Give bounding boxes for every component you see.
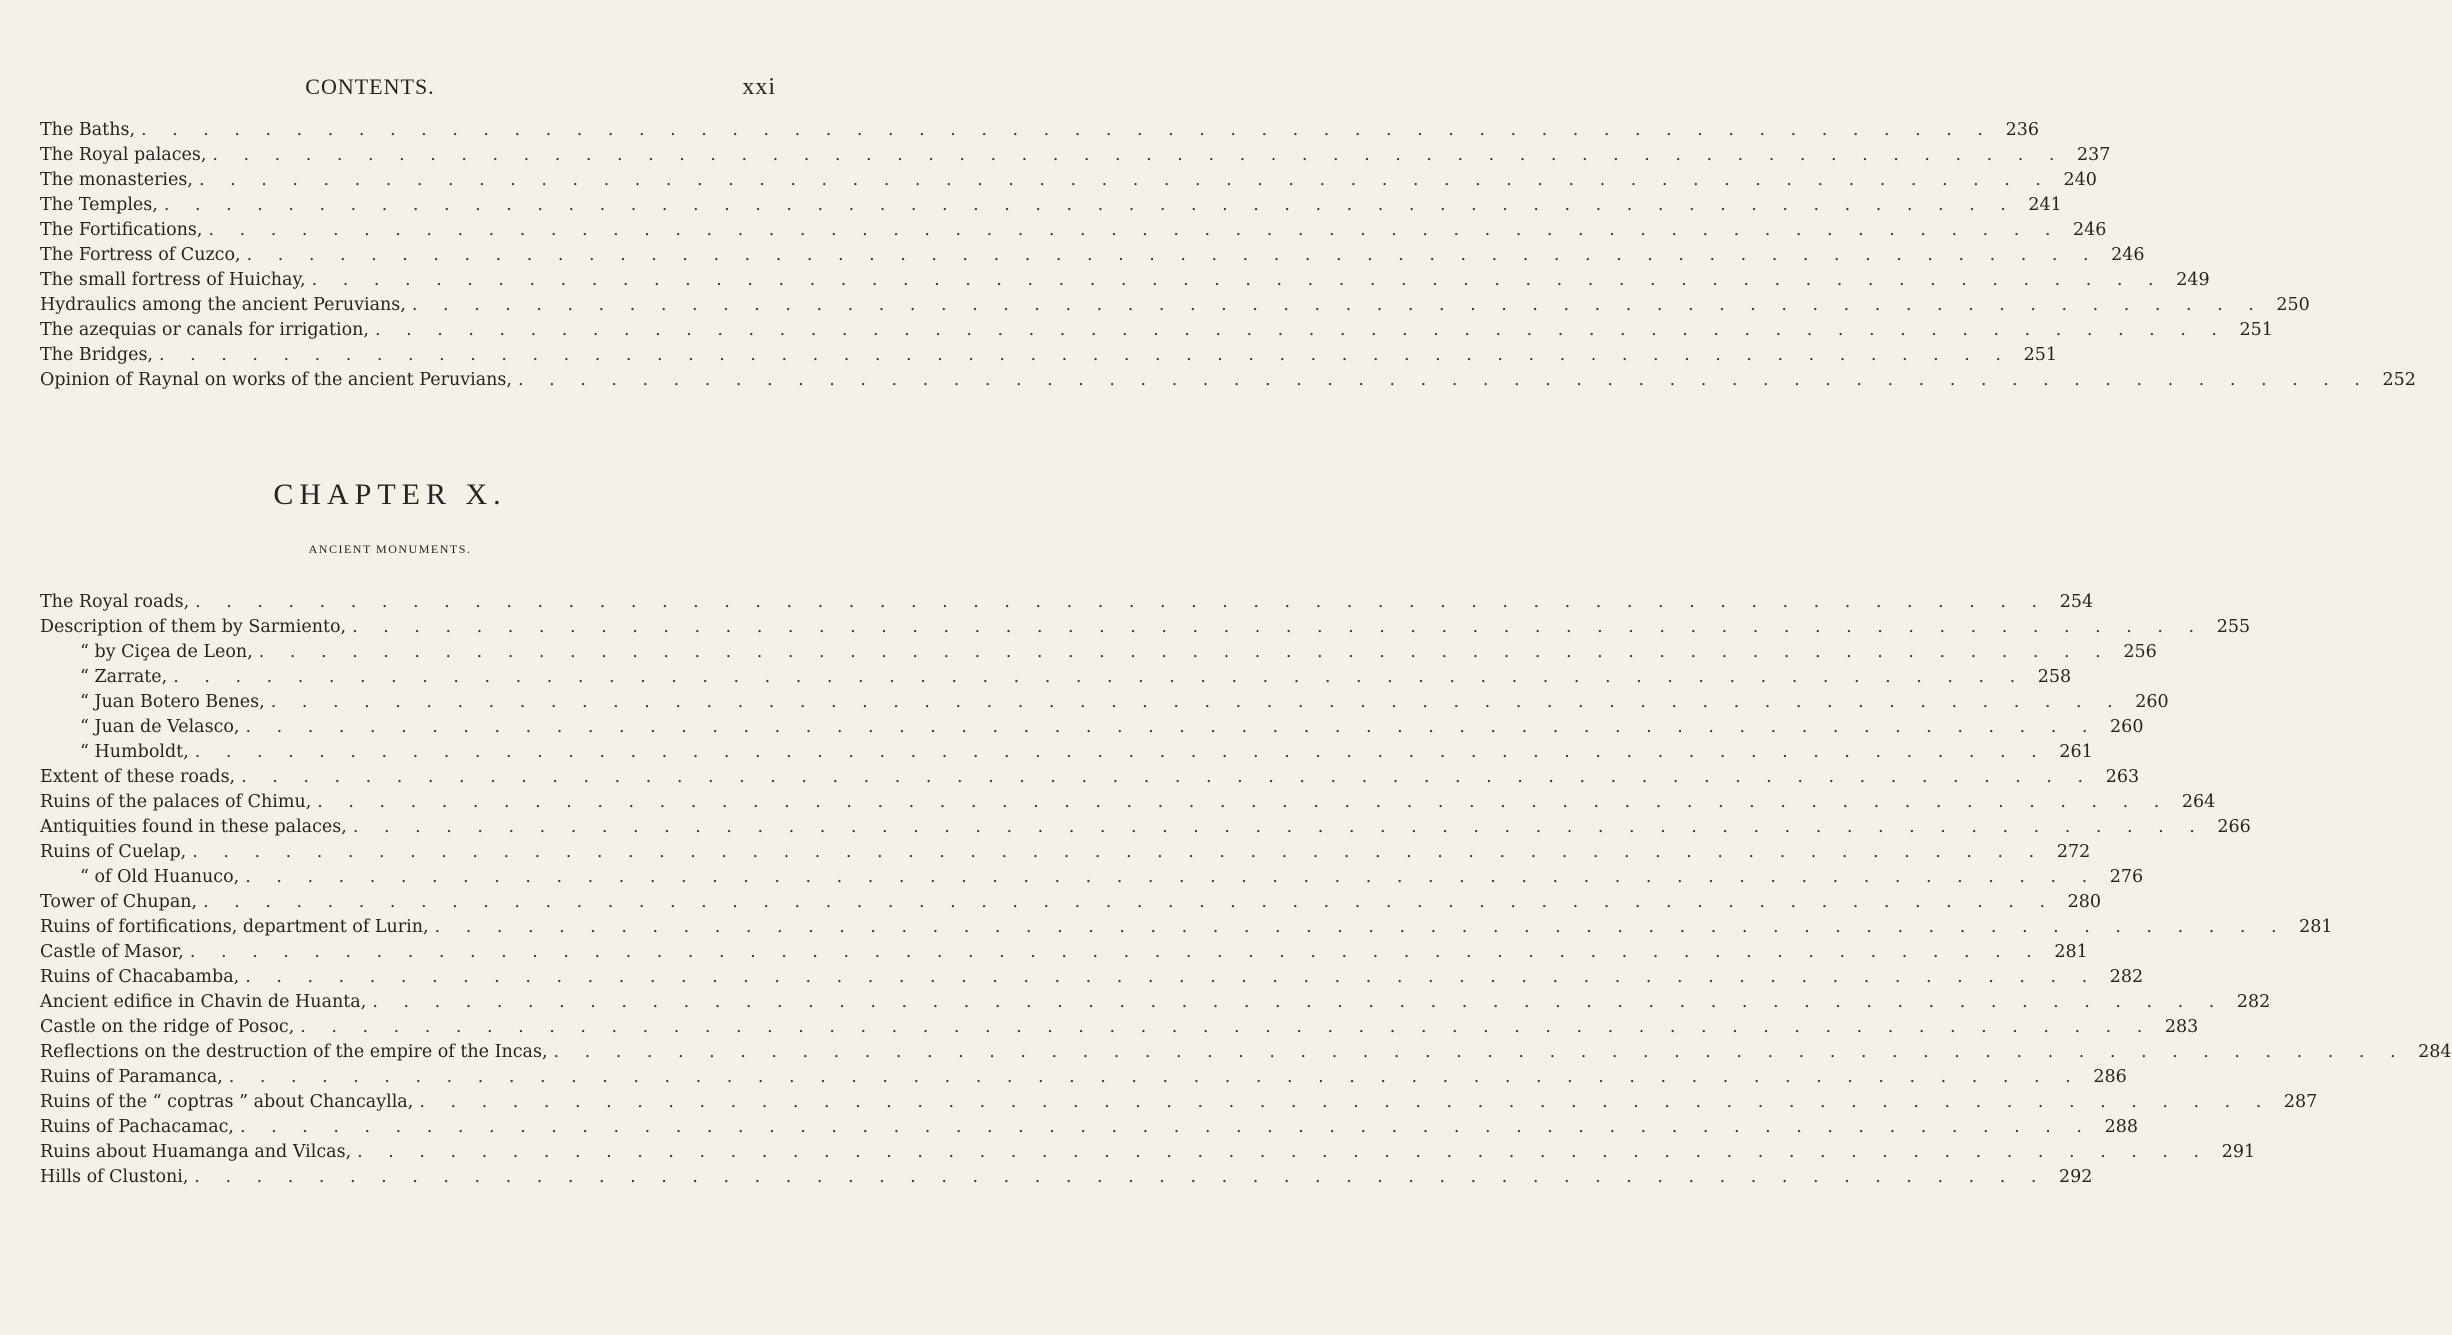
toc-entry-page: 260 <box>2135 692 2169 712</box>
dot-leader: . . . . . . . . . . . . . . . . . . . . . . . . . . . . . . . . . . . . . . . . . . . . . . . . . . . . . . . . . . . . <box>245 967 2098 987</box>
toc-entry <box>40 343 2057 368</box>
toc-entry-page: 282 <box>2236 992 2271 1012</box>
toc-entry <box>40 765 2140 790</box>
dot-leader: . . . . . . . . . . . . . . . . . . . . . . . . . . . . . . . . . . . . . . . . . . . . . . . . . . . . . . . . . . . . <box>189 942 2042 962</box>
toc-entry <box>40 690 2169 715</box>
toc-entry-title: Opinion of Raynal on works of the ancient Peruvians, <box>40 370 512 390</box>
dot-leader: . . . . . . . . . . . . . . . . . . . . . . . . . . . . . . . . . . . . . . . . . . . . . . . . . . . . . . . . . . . . <box>352 617 2205 637</box>
toc-entry-title: The monasteries, <box>40 170 193 190</box>
toc-entry-title: The Fortifications, <box>40 220 203 240</box>
dot-leader: . . . . . . . . . . . . . . . . . . . . . . . . . . . . . . . . . . . . . . . . . . . . . . . . . . . . . . . . . . . . <box>203 892 2056 912</box>
toc-entry-page: 264 <box>2181 792 2216 812</box>
toc-entry-title: Hydraulics among the ancient Peruvians, <box>40 295 406 315</box>
dot-leader: . . . . . . . . . . . . . . . . . . . . . . . . . . . . . . . . . . . . . . . . . . . . . . . . . . . . . . . . . . . . <box>372 992 2225 1012</box>
dot-leader: . . . . . . . . . . . . . . . . . . . . . . . . . . . . . . . . . . . . . . . . . . . . . . . . . . . . . . . . . . . . <box>419 1092 2272 1112</box>
toc-entry-page: 246 <box>2111 245 2145 265</box>
toc-entry <box>40 368 2416 393</box>
toc-entry-page: 254 <box>2059 592 2094 612</box>
toc-entry-title: Hills of Clustoni, <box>40 1167 189 1187</box>
toc-entry <box>40 318 2273 343</box>
running-title: CONTENTS. <box>305 74 435 99</box>
toc-entry-page: 258 <box>2037 667 2072 687</box>
dot-leader: . . . . . . . . . . . . . . . . . . . . . . . . . . . . . . . . . . . . . . . . . . . . . . . . . . . . . . . . . . . . <box>208 220 2061 240</box>
dot-leader: . . . . . . . . . . . . . . . . . . . . . . . . . . . . . . . . . . . . . . . . . . . . . . . . . . . . . . . . . . . . <box>198 170 2051 190</box>
toc-entry-title: Tower of Chupan, <box>40 892 198 912</box>
chapter-subheading: ANCIENT MONUMENTS. <box>308 542 472 556</box>
toc-entry-title: Ruins of Paramanca, <box>40 1067 223 1087</box>
toc-entry-title: “ Juan Botero Benes, <box>80 692 265 712</box>
dot-leader: . . . . . . . . . . . . . . . . . . . . . . . . . . . . . . . . . . . . . . . . . . . . . . . . . . . . . . . . . . . . <box>228 1067 2081 1087</box>
toc-entry <box>40 193 2062 218</box>
toc-entry-page: 283 <box>2164 1017 2199 1037</box>
toc-entry-title: Ruins of Pachacamac, <box>40 1117 234 1137</box>
toc-entry-title: Ancient edifice in Chavin de Huanta, <box>40 992 367 1012</box>
toc-entry-title: “ of Old Huanuco, <box>80 867 240 887</box>
toc-entry <box>40 168 2097 193</box>
toc-entry <box>40 143 2111 168</box>
dot-leader: . . . . . . . . . . . . . . . . . . . . . . . . . . . . . . . . . . . . . . . . . . . . . . . . . . . . . . . . . . . . <box>411 295 2264 315</box>
toc-entry <box>40 740 2093 765</box>
toc-entry-title: “ Zarrate, <box>80 667 168 687</box>
dot-leader: . . . . . . . . . . . . . . . . . . . . . . . . . . . . . . . . . . . . . . . . . . . . . . . . . . . . . . . . . . . . <box>245 867 2098 887</box>
dot-leader: . . . . . . . . . . . . . . . . . . . . . . . . . . . . . . . . . . . . . . . . . . . . . . . . . . . . . . . . . . . . <box>553 1042 2406 1062</box>
toc-entry-page: 287 <box>2283 1092 2318 1112</box>
toc-entry-title: Ruins of Chacabamba, <box>40 967 240 987</box>
dot-leader: . . . . . . . . . . . . . . . . . . . . . . . . . . . . . . . . . . . . . . . . . . . . . . . . . . . . . . . . . . . . <box>357 1142 2210 1162</box>
toc-entry-page: 281 <box>2054 942 2088 962</box>
toc-entry <box>40 665 2072 690</box>
dot-leader: . . . . . . . . . . . . . . . . . . . . . . . . . . . . . . . . . . . . . . . . . . . . . . . . . . . . . . . . . . . . <box>159 345 2011 365</box>
toc-entry-title: The Royal roads, <box>40 592 190 612</box>
toc-entry <box>40 615 2251 640</box>
running-head <box>0 72 800 108</box>
toc-entry <box>40 1090 2318 1115</box>
toc-entry-title: “ Juan de Velasco, <box>80 717 240 737</box>
toc-entry-page: 272 <box>2056 842 2091 862</box>
dot-leader: . . . . . . . . . . . . . . . . . . . . . . . . . . . . . . . . . . . . . . . . . . . . . . . . . . . . . . . . . . . . <box>163 195 2016 215</box>
dot-leader: . . . . . . . . . . . . . . . . . . . . . . . . . . . . . . . . . . . . . . . . . . . . . . . . . . . . . . . . . . . . <box>311 270 2164 290</box>
dot-leader: . . . . . . . . . . . . . . . . . . . . . . . . . . . . . . . . . . . . . . . . . . . . . . . . . . . . . . . . . . . . <box>246 245 2099 265</box>
toc-entry-title: The Temples, <box>40 195 158 215</box>
toc-entry-page: 281 <box>2299 917 2333 937</box>
toc-entry <box>40 293 2310 318</box>
toc-entry-title: Castle of Masor, <box>40 942 184 962</box>
toc-entry-title: The azequias or canals for irrigation, <box>40 320 369 340</box>
toc-entry-page: 288 <box>2104 1117 2138 1137</box>
toc-entry-page: 284 <box>2418 1042 2452 1062</box>
chapter-heading: CHAPTER X. <box>273 478 507 511</box>
toc-entry-page: 251 <box>2023 345 2057 365</box>
toc-entry-page: 256 <box>2123 642 2157 662</box>
toc-entry-page: 266 <box>2217 817 2251 837</box>
toc-entry-title: The Fortress of Cuzco, <box>40 245 241 265</box>
toc-entry <box>40 865 2144 890</box>
toc-entry-page: 255 <box>2216 617 2251 637</box>
toc-entry-title: Ruins of Cuelap, <box>40 842 187 862</box>
toc-entry-title: The Bridges, <box>40 345 153 365</box>
toc-entry-page: 260 <box>2110 717 2144 737</box>
toc-entry-page: 250 <box>2276 295 2310 315</box>
toc-entry-title: Description of them by Sarmiento, <box>40 617 347 637</box>
toc-entry <box>40 1065 2127 1090</box>
dot-leader: . . . . . . . . . . . . . . . . . . . . . . . . . . . . . . . . . . . . . . . . . . . . . . . . . . . . . . . . . . . . <box>245 717 2098 737</box>
toc-entry-page: 280 <box>2067 892 2102 912</box>
toc-entry <box>40 218 2107 243</box>
toc-entry <box>40 815 2251 840</box>
toc-entry <box>40 840 2091 865</box>
dot-leader: . . . . . . . . . . . . . . . . . . . . . . . . . . . . . . . . . . . . . . . . . . . . . . . . . . . . . . . . . . . . <box>374 320 2227 340</box>
toc-entry-title: Reflections on the destruction of the empire of the Incas, <box>40 1042 548 1062</box>
toc-entry-page: 240 <box>2063 170 2097 190</box>
toc-entry <box>40 1165 2093 1190</box>
toc-entry <box>40 965 2144 990</box>
toc-entry-page: 246 <box>2073 220 2107 240</box>
dot-leader: . . . . . . . . . . . . . . . . . . . . . . . . . . . . . . . . . . . . . . . . . . . . . . . . . . . . . . . . . . . . <box>258 642 2111 662</box>
toc-entry-title: The Baths, <box>40 120 136 140</box>
dot-leader: . . . . . . . . . . . . . . . . . . . . . . . . . . . . . . . . . . . . . . . . . . . . . . . . . . . . . . . . . . . . <box>434 917 2287 937</box>
dot-leader: . . . . . . . . . . . . . . . . . . . . . . . . . . . . . . . . . . . . . . . . . . . . . . . . . . . . . . . . . . . . <box>194 742 2047 762</box>
toc-entry-page: 252 <box>2382 370 2416 390</box>
toc-entry-title: Ruins of fortifications, department of Lurin, <box>40 917 429 937</box>
toc-entry-page: 251 <box>2239 320 2273 340</box>
toc-entry <box>40 1115 2138 1140</box>
toc-entry <box>40 890 2102 915</box>
toc-entry-title: The small fortress of Huichay, <box>40 270 306 290</box>
toc-entry-page: 291 <box>2221 1142 2256 1162</box>
toc-entry-page: 286 <box>2093 1067 2127 1087</box>
toc-entry-title: Ruins about Huamanga and Vilcas, <box>40 1142 352 1162</box>
toc-entry <box>40 243 2145 268</box>
toc-entry <box>40 940 2088 965</box>
toc-entry-page: 237 <box>2076 145 2111 165</box>
toc-section-chapter-x <box>40 590 2452 1190</box>
dot-leader: . . . . . . . . . . . . . . . . . . . . . . . . . . . . . . . . . . . . . . . . . . . . . . . . . . . . . . . . . . . . <box>194 1167 2047 1187</box>
dot-leader: . . . . . . . . . . . . . . . . . . . . . . . . . . . . . . . . . . . . . . . . . . . . . . . . . . . . . . . . . . . . <box>212 145 2065 165</box>
toc-entry <box>40 1040 2452 1065</box>
dot-leader: . . . . . . . . . . . . . . . . . . . . . . . . . . . . . . . . . . . . . . . . . . . . . . . . . . . . . . . . . . . . <box>173 667 2026 687</box>
toc-entry <box>40 790 2216 815</box>
toc-entry <box>40 915 2333 940</box>
toc-entry <box>40 590 2094 615</box>
toc-entry <box>40 268 2210 293</box>
toc-entry-page: 241 <box>2028 195 2062 215</box>
dot-leader: . . . . . . . . . . . . . . . . . . . . . . . . . . . . . . . . . . . . . . . . . . . . . . . . . . . . . . . . . . . . <box>141 120 1993 140</box>
toc-entry-title: “ Humboldt, <box>80 742 189 762</box>
dot-leader: . . . . . . . . . . . . . . . . . . . . . . . . . . . . . . . . . . . . . . . . . . . . . . . . . . . . . . . . . . . . <box>352 817 2205 837</box>
dot-leader: . . . . . . . . . . . . . . . . . . . . . . . . . . . . . . . . . . . . . . . . . . . . . . . . . . . . . . . . . . . . <box>192 842 2045 862</box>
toc-entry <box>40 1140 2256 1165</box>
toc-section-chapter-ix <box>40 118 2416 393</box>
toc-entry-title: Antiquities found in these palaces, <box>40 817 347 837</box>
toc-entry <box>40 1015 2199 1040</box>
toc-entry-title: “ by Ciçea de Leon, <box>80 642 253 662</box>
page-number: xxi <box>742 74 776 100</box>
toc-entry-title: Extent of these roads, <box>40 767 236 787</box>
dot-leader: . . . . . . . . . . . . . . . . . . . . . . . . . . . . . . . . . . . . . . . . . . . . . . . . . . . . . . . . . . . . <box>300 1017 2153 1037</box>
toc-entry <box>40 118 2039 143</box>
toc-entry-page: 261 <box>2059 742 2093 762</box>
dot-leader: . . . . . . . . . . . . . . . . . . . . . . . . . . . . . . . . . . . . . . . . . . . . . . . . . . . . . . . . . . . . <box>195 592 2048 612</box>
toc-entry <box>40 715 2144 740</box>
toc-entry-title: Ruins of the palaces of Chimu, <box>40 792 312 812</box>
toc-entry-page: 276 <box>2109 867 2144 887</box>
dot-leader: . . . . . . . . . . . . . . . . . . . . . . . . . . . . . . . . . . . . . . . . . . . . . . . . . . . . . . . . . . . . <box>517 370 2370 390</box>
toc-entry-page: 249 <box>2176 270 2210 290</box>
dot-leader: . . . . . . . . . . . . . . . . . . . . . . . . . . . . . . . . . . . . . . . . . . . . . . . . . . . . . . . . . . . . <box>270 692 2123 712</box>
toc-entry-page: 282 <box>2109 967 2144 987</box>
toc-entry-page: 263 <box>2105 767 2140 787</box>
toc-entry-title: Castle on the ridge of Posoc, <box>40 1017 295 1037</box>
toc-entry <box>40 990 2271 1015</box>
toc-entry-title: Ruins of the “ coptras ” about Chancaylla, <box>40 1092 414 1112</box>
toc-entry-page: 292 <box>2058 1167 2093 1187</box>
toc-entry-page: 236 <box>2005 120 2039 140</box>
toc-entry <box>40 640 2157 665</box>
dot-leader: . . . . . . . . . . . . . . . . . . . . . . . . . . . . . . . . . . . . . . . . . . . . . . . . . . . . . . . . . . . . <box>317 792 2170 812</box>
toc-entry-title: The Royal palaces, <box>40 145 207 165</box>
dot-leader: . . . . . . . . . . . . . . . . . . . . . . . . . . . . . . . . . . . . . . . . . . . . . . . . . . . . . . . . . . . . <box>240 1117 2092 1137</box>
dot-leader: . . . . . . . . . . . . . . . . . . . . . . . . . . . . . . . . . . . . . . . . . . . . . . . . . . . . . . . . . . . . <box>241 767 2094 787</box>
